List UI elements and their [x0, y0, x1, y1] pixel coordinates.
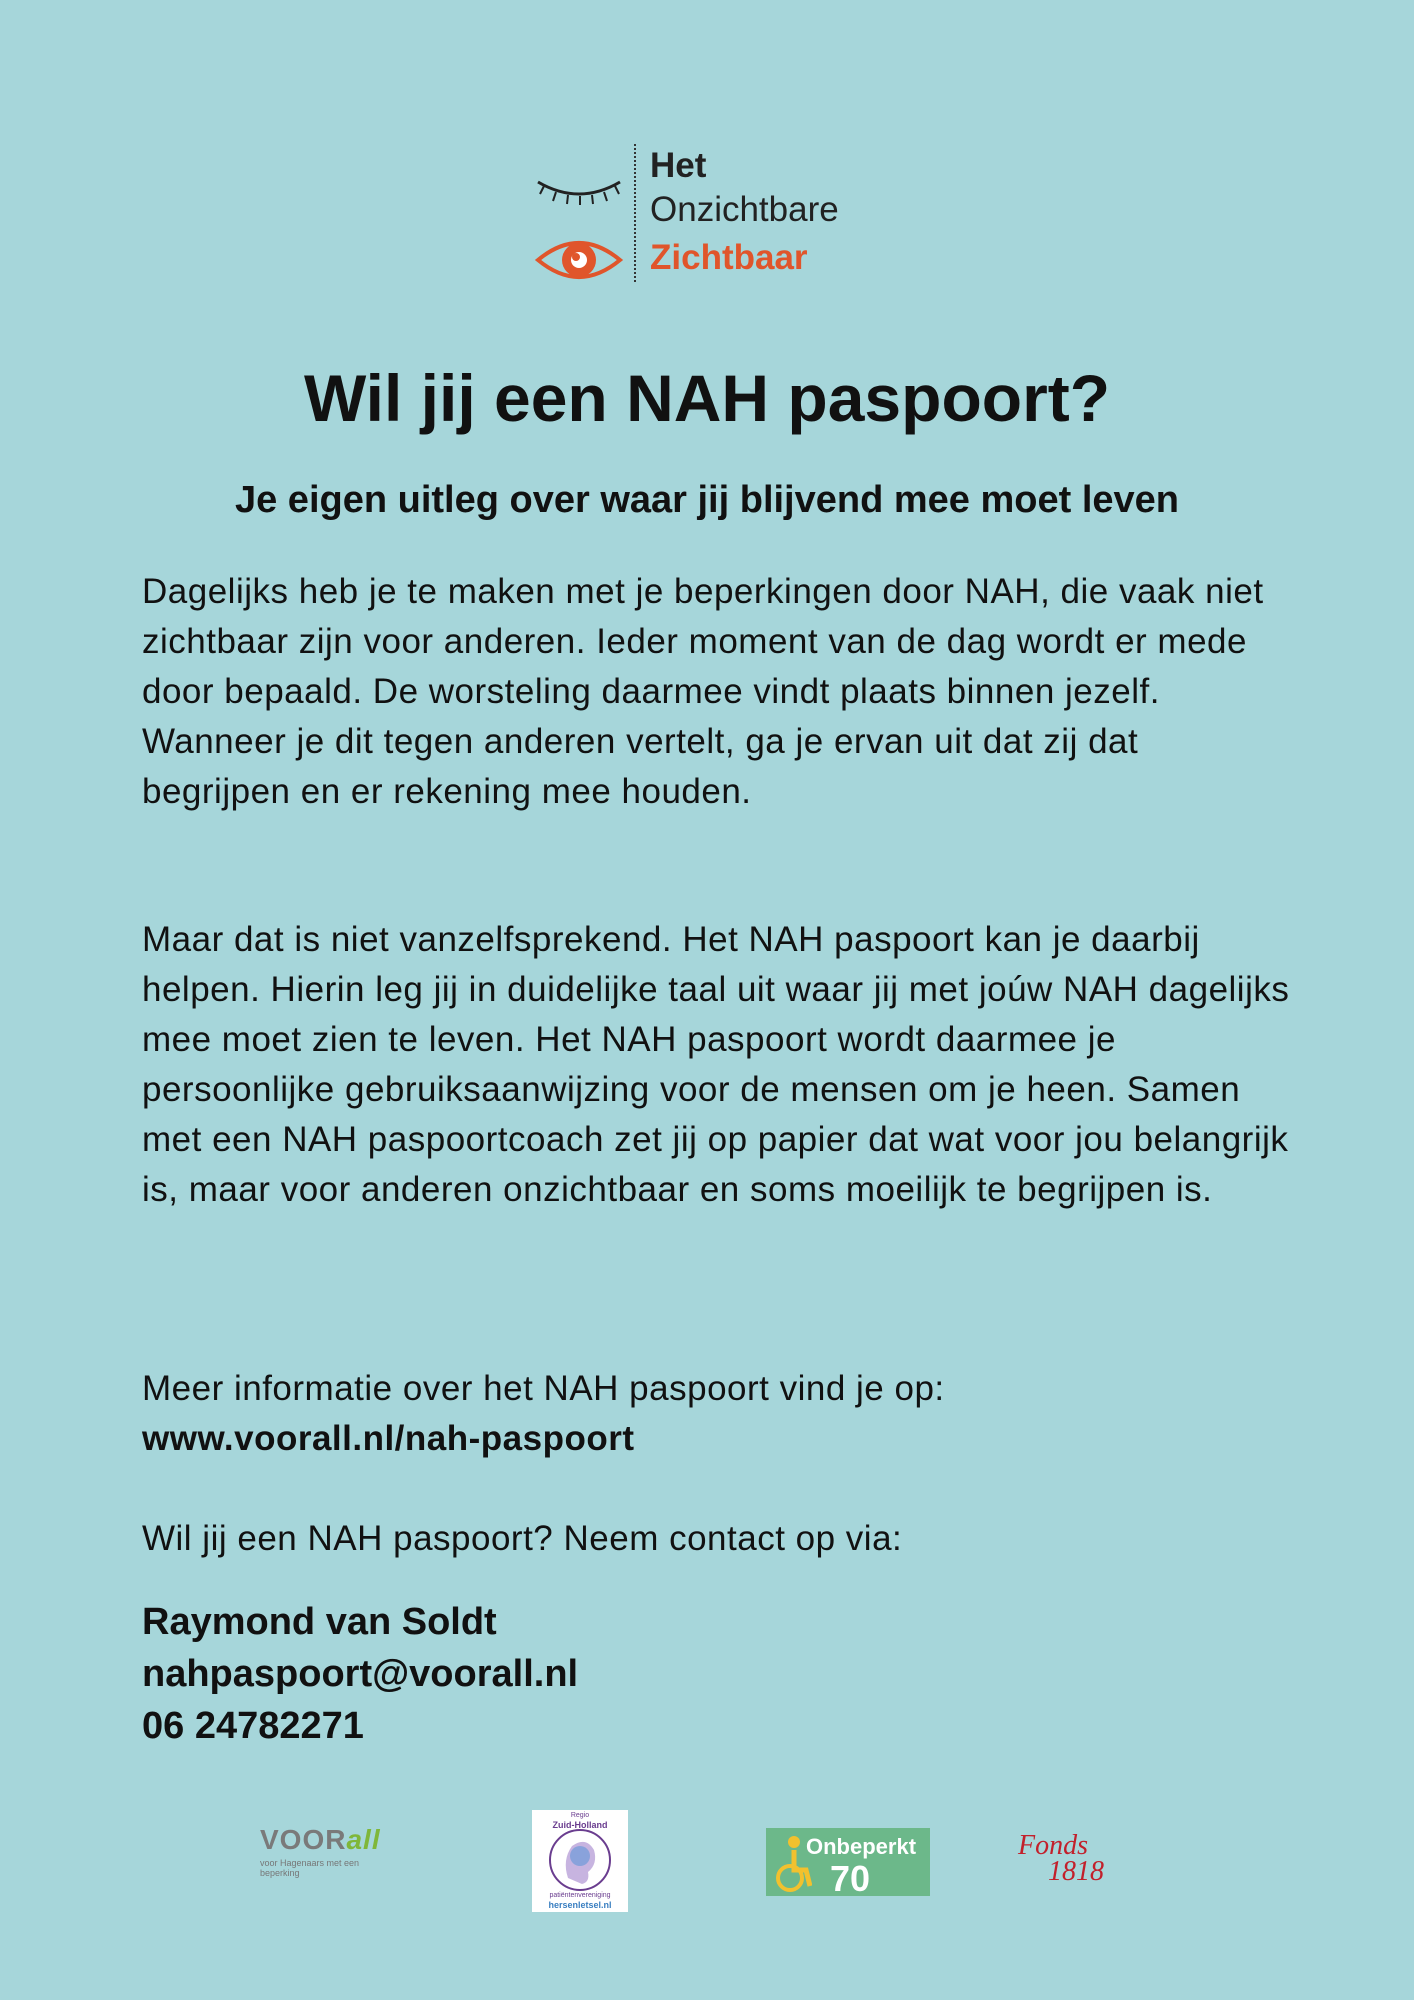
hz-top: Regio [570, 1812, 590, 1819]
voorall-word-b: all [346, 1824, 381, 1855]
contact-intro: Wil jij een NAH paspoort? Neem contact op via: [142, 1519, 903, 1558]
logo [534, 142, 894, 282]
contact-details [142, 1596, 578, 1752]
logo-line-1: Het [650, 146, 707, 185]
paragraph-intro: Dagelijks heb je te maken met je beperkingen door NAH, die vaak niet zichtbaar zijn voor anderen. Ieder moment van de dag wordt er mede door bepaald. De worsteling daarmee vindt plaats binnen jezelf. Wanneer je dit tegen anderen vertelt, ga je ervan uit dat zij dat begrijpen en er rekening mee houden. [142, 572, 1264, 811]
info-block [142, 1364, 1292, 1464]
fonds-word: Fonds [1018, 1830, 1088, 1861]
contact-phone[interactable]: 06 24782271 [142, 1705, 364, 1747]
fonds-1818-logo [1018, 1830, 1118, 1890]
hz-org: patiëntenvereniging [549, 1892, 611, 1899]
contact-name: Raymond van Soldt [142, 1601, 497, 1643]
onbeperkt-number: 70 [830, 1858, 871, 1899]
logo-line-3: Zichtbaar [650, 238, 808, 277]
page-subtitle: Je eigen uitleg over waar jij blijvend mee moet leven [234, 479, 1179, 521]
hz-site: hersenletsel.nl [548, 1900, 612, 1910]
voorall-logo [260, 1824, 400, 1890]
contact-email[interactable]: nahpaspoort@voorall.nl [142, 1653, 579, 1695]
logo-line-2: Onzichtbare [650, 190, 839, 229]
logo-divider [634, 144, 636, 282]
voorall-word-a: VOOR [260, 1824, 347, 1855]
info-text: Meer informatie over het NAH paspoort vind je op: [142, 1369, 945, 1408]
page-title: Wil jij een NAH paspoort? [303, 361, 1111, 435]
voorall-tagline: voor Hagenaars met een beperking [260, 1858, 360, 1878]
hersenletsel-logo [532, 1810, 628, 1912]
info-link[interactable]: www.voorall.nl/nah-paspoort [142, 1419, 635, 1458]
onbeperkt-70-logo [766, 1828, 930, 1899]
eye-closed-open-icon [534, 162, 624, 280]
sponsor-logos [0, 1800, 1414, 1930]
fonds-number: 1818 [1048, 1856, 1104, 1887]
onbeperkt-text: Onbeperkt [806, 1834, 917, 1859]
hz-region: Zuid-Holland [552, 1820, 608, 1830]
paragraph-explanation: Maar dat is niet vanzelfsprekend. Het NAH paspoort kan je daarbij helpen. Hierin leg jij in duidelijke taal uit waar jij met joúw NAH dagelijks mee moet zien te leven. Het NAH paspoort wordt daarmee je persoonlijke gebruiksaanwijzing voor de mensen om je heen. Samen met een NAH paspoortcoach zet jij op papier dat wat voor jou belangrijk is, maar voor anderen onzichtbaar en soms moeilijk te begrijpen is. [142, 920, 1290, 1209]
